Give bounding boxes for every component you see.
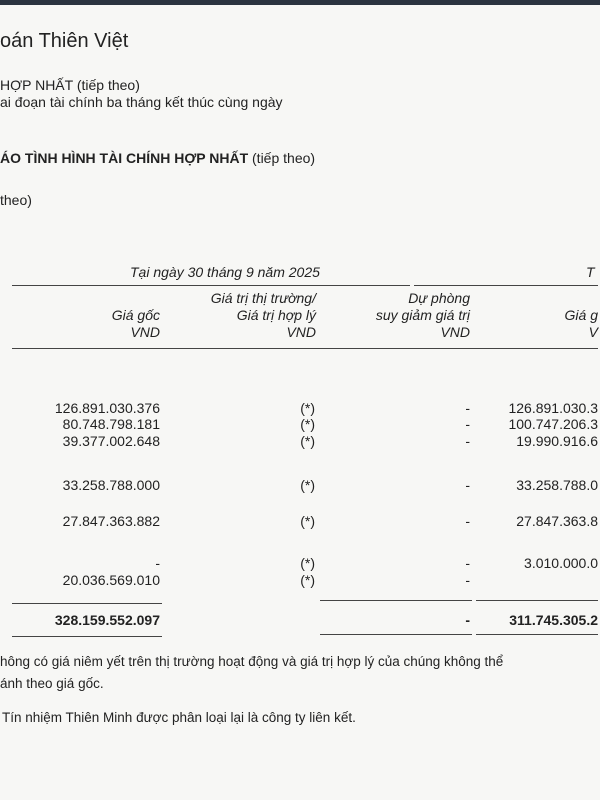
table-cell: 27.847.363.8: [516, 513, 598, 529]
table-cell: 33.258.788.000: [62, 477, 160, 493]
section-title-bold: ÁO TÌNH HÌNH TÀI CHÍNH HỢP NHẤT: [0, 150, 249, 166]
total-cell: 311.745.305.2: [509, 612, 598, 628]
table-cell: -: [465, 477, 470, 493]
table-cell: -: [465, 416, 470, 432]
period-current: Tại ngày 30 tháng 9 năm 2025: [130, 264, 320, 280]
column-header: Dự phòng: [408, 290, 470, 306]
note-2: Tín nhiệm Thiên Minh được phân loại lại là công ty liên kết.: [2, 710, 356, 725]
table-cell: (*): [300, 555, 315, 571]
total-rule: [320, 600, 472, 601]
section-title-suffix: (tiếp theo): [252, 150, 316, 166]
column-header: VND: [440, 324, 470, 340]
header-underline: [12, 348, 160, 349]
table-cell: 126.891.030.3: [508, 400, 598, 416]
note-1a: hông có giá niêm yết trên thị trường hoạt động và giá trị hợp lý của chúng không thể: [0, 654, 504, 669]
total-cell: -: [465, 612, 470, 628]
column-header: V: [588, 324, 598, 340]
column-header: Giá gốc: [111, 307, 160, 323]
column-header: suy giảm giá trị: [375, 307, 470, 323]
table-cell: (*): [300, 416, 315, 432]
table-cell: 20.036.569.010: [62, 572, 160, 588]
table-cell: -: [465, 572, 470, 588]
period-underline-prior: [414, 285, 598, 286]
column-header: Giá g: [564, 307, 598, 323]
note-1b: ánh theo giá gốc.: [0, 676, 104, 691]
table-cell: 100.747.206.3: [508, 416, 598, 432]
table-cell: (*): [300, 513, 315, 529]
total-rule: [320, 634, 472, 635]
column-header: Giá trị hợp lý: [236, 307, 316, 323]
table-cell: -: [465, 513, 470, 529]
column-header: Giá trị thị trường/: [210, 290, 316, 306]
top-bar: [0, 0, 600, 5]
table-cell: -: [155, 555, 160, 571]
company-name: oán Thiên Việt: [0, 30, 129, 52]
total-rule: [12, 603, 162, 604]
table-cell: -: [465, 400, 470, 416]
table-cell: -: [465, 433, 470, 449]
column-header: VND: [286, 324, 316, 340]
total-rule: [476, 600, 598, 601]
subsection-title: theo): [0, 192, 32, 208]
table-cell: 126.891.030.376: [54, 400, 160, 416]
table-cell: 33.258.788.0: [516, 477, 598, 493]
header-underline: [414, 348, 598, 349]
period-underline: [12, 285, 410, 286]
table-cell: (*): [300, 433, 315, 449]
total-cell: 328.159.552.097: [54, 612, 160, 628]
table-cell: 19.990.916.6: [516, 433, 598, 449]
table-cell: 39.377.002.648: [62, 433, 160, 449]
table-cell: -: [465, 555, 470, 571]
column-header: VND: [130, 324, 160, 340]
report-title: HỢP NHẤT (tiếp theo): [0, 77, 140, 93]
total-rule: [476, 634, 598, 635]
table-cell: (*): [300, 477, 315, 493]
total-rule: [12, 636, 162, 637]
table-cell: (*): [300, 400, 315, 416]
table-cell: 80.748.798.181: [62, 416, 160, 432]
report-period: ai đoạn tài chính ba tháng kết thúc cùng ngày: [0, 94, 283, 110]
table-cell: 3.010.000.0: [524, 555, 598, 571]
section-title: [0, 150, 315, 166]
table-cell: 27.847.363.882: [62, 513, 160, 529]
period-prior: T: [586, 264, 595, 280]
table-cell: (*): [300, 572, 315, 588]
